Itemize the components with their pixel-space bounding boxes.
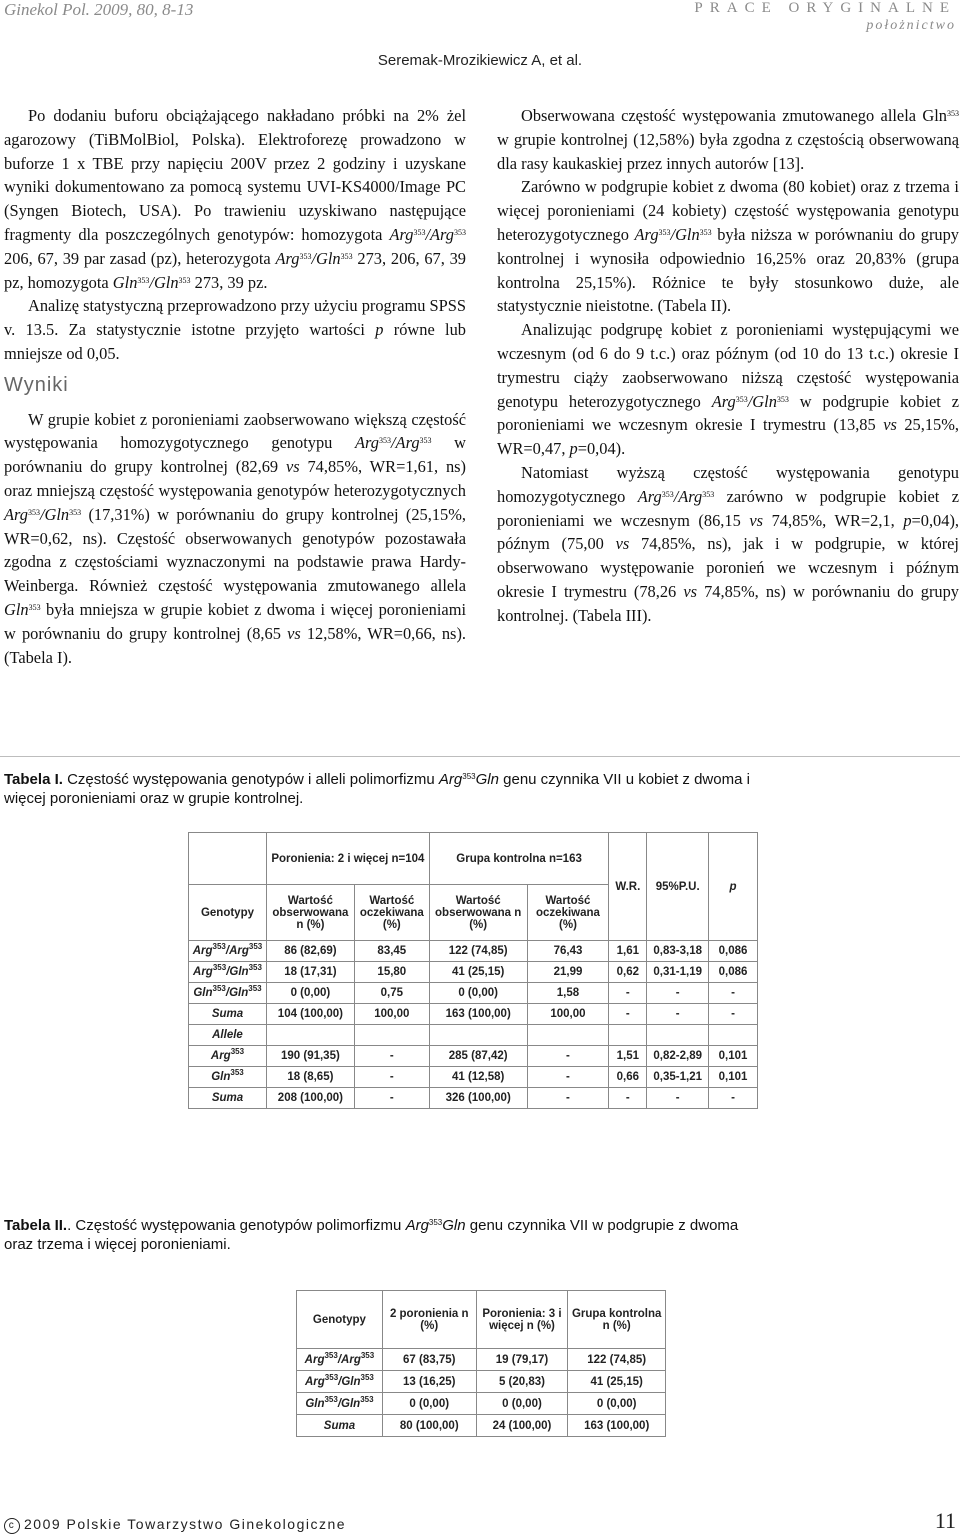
table-cell: 285 (87,42) [429, 1046, 527, 1067]
table-cell: 0 (0,00) [266, 983, 354, 1004]
table-cell: 122 (74,85) [568, 1349, 666, 1371]
table-cell: 0,35-1,21 [647, 1067, 709, 1088]
table-cell: 80 (100,00) [382, 1415, 476, 1437]
table-cell: 1,51 [609, 1046, 647, 1067]
genotype-cell: Suma [189, 1004, 267, 1025]
genotype-cell: Suma [189, 1088, 267, 1109]
table-cell: 0,66 [609, 1067, 647, 1088]
table-cell: 0,31-1,19 [647, 962, 709, 983]
table-cell: 0,101 [709, 1067, 758, 1088]
table2-header-two: 2 poronienia n (%) [382, 1291, 476, 1349]
table-cell: 0,101 [709, 1046, 758, 1067]
table-cell: 86 (82,69) [266, 941, 354, 962]
table-row [297, 1393, 666, 1415]
results-paragraph: W grupie kobiet z poronieniami zaobserwowano większą częstość występowania homozygotycznego genotypu Arg$^{353}$/Arg$^{353}$ w porównaniu do grupy kontrolnej (82,69 vs 74,85%, WR=1,61, ns) oraz mniejszą częstość występowania genotypów heterozygotycznych Arg$^{353}$/Gln$^{353}$ (17,31%) w porównaniu do grupy kontrolnej (25,15%, WR=0,62, ns). Częstość obserwowanych genotypów pozostawała zgodna z częstościami wyznaczonymi na podstawie prawa Hardy-Weinberga. Również częstość występowania zmutowanego allela Gln$^{353}$ była mniejsza w grupie kobiet z dwoma i więcej poronieniami w porównaniu do grupy kontrolnej (8,65 vs 12,58%, WR=0,66, ns). (Tabela I). [4, 409, 466, 667]
table-cell: 100,00 [354, 1004, 429, 1025]
table-cell: 326 (100,00) [429, 1088, 527, 1109]
table-cell: 0 (0,00) [429, 983, 527, 1004]
table-cell [266, 1025, 354, 1046]
table-row [297, 1349, 666, 1371]
table-cell: 208 (100,00) [266, 1088, 354, 1109]
table-cell [527, 1025, 609, 1046]
table1-header-group1: Poronienia: 2 i więcej n=104 [266, 833, 429, 885]
table-cell: 0 (0,00) [476, 1393, 568, 1415]
table1-header-exp2: Wartość oczekiwana (%) [527, 885, 609, 941]
table-cell: - [354, 1088, 429, 1109]
table-cell: 24 (100,00) [476, 1415, 568, 1437]
genotype-cell: Arg$^{353}$ [189, 1046, 267, 1067]
table-cell: - [354, 1067, 429, 1088]
genotype-cell: Allele [189, 1025, 267, 1046]
genotype-cell: Arg$^{353}$/Arg$^{353}$ [297, 1349, 383, 1371]
table-cell: - [527, 1067, 609, 1088]
table-row [189, 983, 758, 1004]
table2-caption: Tabela II.. Częstość występowania genotypów polimorfizmu Arg$^{353}$Gln genu czynnika VII w podgrupie z dwoma oraz trzema i więcej poronieniami. [4, 1217, 739, 1253]
table-cell: 15,80 [354, 962, 429, 983]
table-row [297, 1371, 666, 1393]
table-cell: 0,086 [709, 962, 758, 983]
genotype-cell: Arg$^{353}$/Gln$^{353}$ [189, 962, 267, 983]
table-cell [709, 1025, 758, 1046]
table-cell: 18 (8,65) [266, 1067, 354, 1088]
table-cell: 83,45 [354, 941, 429, 962]
table-cell: 0,82-2,89 [647, 1046, 709, 1067]
table-cell: - [647, 1004, 709, 1025]
table-cell: 163 (100,00) [568, 1415, 666, 1437]
table-cell: - [354, 1046, 429, 1067]
table-cell: - [527, 1046, 609, 1067]
table2 [296, 1290, 666, 1437]
genotype-cell: Gln$^{353}$ [189, 1067, 267, 1088]
table-cell: 0,62 [609, 962, 647, 983]
genotype-cell: Gln$^{353}$/Gln$^{353}$ [189, 983, 267, 1004]
table-cell: 100,00 [527, 1004, 609, 1025]
right-column [497, 104, 959, 628]
table-cell: 41 (25,15) [568, 1371, 666, 1393]
table1-header-obs1: Wartość obserwowana n (%) [266, 885, 354, 941]
table-row [189, 1046, 758, 1067]
table-row [189, 962, 758, 983]
table1-header-obs2: Wartość obserwowana n (%) [429, 885, 527, 941]
table-cell: 1,58 [527, 983, 609, 1004]
page-number: 11 [934, 1508, 956, 1533]
table-cell: 0,75 [354, 983, 429, 1004]
copyright-icon: c [4, 1518, 20, 1534]
table-cell [429, 1025, 527, 1046]
table-cell: 21,99 [527, 962, 609, 983]
table-cell [354, 1025, 429, 1046]
left-column [4, 104, 466, 669]
table-cell: - [709, 1088, 758, 1109]
table-cell: - [709, 983, 758, 1004]
section-heading-results: Wyniki [4, 373, 69, 396]
table-cell: 5 (20,83) [476, 1371, 568, 1393]
table2-header-control: Grupa kontrolna n (%) [568, 1291, 666, 1349]
subsection-label: położnictwo [866, 18, 956, 33]
table-cell: 18 (17,31) [266, 962, 354, 983]
table-cell: - [609, 1088, 647, 1109]
table-cell: 1,61 [609, 941, 647, 962]
table-row [189, 941, 758, 962]
table-cell: 19 (79,17) [476, 1349, 568, 1371]
table-cell: 0 (0,00) [568, 1393, 666, 1415]
genotype-cell: Gln$^{353}$/Gln$^{353}$ [297, 1393, 383, 1415]
table-cell [647, 1025, 709, 1046]
table2-header-three-plus: Poronienia: 3 i więcej n (%) [476, 1291, 568, 1349]
table-cell: 0,83-3,18 [647, 941, 709, 962]
genotype-cell: Arg$^{353}$/Gln$^{353}$ [297, 1371, 383, 1393]
table1-header-genotypy: Genotypy [189, 885, 267, 941]
table-cell: - [609, 1004, 647, 1025]
methods-paragraph: Po dodaniu buforu obciążającego nakładano próbki na 2% żel agarozowy (TiBMolBiol, Polska). Elektroforezę prowadzono w buforze 1 x TBE przy napięciu 200V przez 2 godziny i uzyskane wyniki dokumentowano za pomocą systemu UVI-KS4000/Image PC (Syngen Biotech, USA). Po trawieniu uzyskiwano następujące fragmenty dla poszczególnych genotypów: homozygota Arg$^{353}$/Arg$^{353}$ 206, 67, 39 par zasad (pz), heterozygota Arg$^{353}$/Gln$^{353}$ 273, 206, 67, 39 pz, homozygota Gln$^{353}$/Gln$^{353}$ 273, 39 pz. [4, 106, 467, 292]
table-cell: - [647, 983, 709, 1004]
copyright-notice: c 2009 Polskie Towarzystwo Ginekologiczne [4, 1516, 346, 1534]
table1-caption: Tabela I. Częstość występowania genotypów i alleli polimorfizmu Arg$^{353}$Gln genu czynnika VII u kobiet z dwoma i więcej poronieniami oraz w grupie kontrolnej. [4, 771, 750, 807]
table-cell: 122 (74,85) [429, 941, 527, 962]
table1-header-wr: W.R. [609, 833, 647, 941]
allele-frequency-paragraph: Obserwowana częstość występowania zmutowanego allela Gln$^{353}$ w grupie kontrolnej (12,58%) była zgodna z częstością obserwowaną dla rasy kaukaskiej przez innych autorów [13]. [497, 106, 959, 173]
running-authors: Seremak-Mrozikiewicz A, et al. [377, 52, 583, 69]
table-cell: - [527, 1088, 609, 1109]
table1-header-ci: 95%P.U. [647, 833, 709, 941]
table-row [297, 1415, 666, 1437]
homozygote-paragraph: Natomiast wyższą częstość występowania genotypu homozygotycznego Arg$^{353}$/Arg$^{353}$ zarówno w podgrupie kobiet z poronieniami we wczesnym (86,15 vs 74,85%, WR=2,1, p=0,04), późnym (75,00 vs 74,85%, ns), jak i w podgrupie, w której obserwowano występowanie poronień we wczesnym i późnym okresie I trymestru (78,26 vs 74,85%, ns) w porównaniu do grupy kontrolnej. (Tabela III). [497, 462, 960, 625]
table-cell: 13 (16,25) [382, 1371, 476, 1393]
table-cell: - [647, 1088, 709, 1109]
table-cell: 163 (100,00) [429, 1004, 527, 1025]
statistics-paragraph: Analizę statystyczną przeprowadzono przy użyciu programu SPSS v. 13.5. Za statystycznie istotne przyjęto wartości p równe lub mniejsze od 0,05. [4, 296, 466, 363]
table1-header-p: p [709, 833, 758, 941]
section-label: PRACE ORYGINALNE [694, 0, 956, 16]
table-row [189, 1004, 758, 1025]
table-cell: 104 (100,00) [266, 1004, 354, 1025]
trimester-paragraph: Analizując podgrupę kobiet z poronieniami występującymi we wczesnym (od 6 do 9 t.c.) oraz późnym (od 10 do 13 t.c.) okresie I trymestru ciąży zaobserwowano niższą częstość występowania genotypu heterozygotycznego Arg$^{353}$/Gln$^{353}$ w podgrupie kobiet z poronieniami we wczesnym okresie I trymestru (13,85 vs 25,15%, WR=0,47, p=0,04). [497, 320, 959, 459]
section-divider [0, 756, 960, 757]
table-cell: 67 (83,75) [382, 1349, 476, 1371]
table1-header-exp1: Wartość oczekiwana (%) [354, 885, 429, 941]
table-row [189, 1088, 758, 1109]
subgroup-paragraph: Zarówno w podgrupie kobiet z dwoma (80 kobiet) oraz z trzema i więcej poronieniami (24 kobiety) częstość występowania genotypu heterozygotycznego Arg$^{353}$/Gln$^{353}$ była niższa w porównaniu do grupy kontrolnej i wynosiła odpowiednio 16,25% oraz 20,83% (grupa kontrolna 25,15%). Różnice te były stosunkowo duże, ale statystycznie nieistotne. (Tabela II). [497, 177, 959, 316]
table2-header-genotypy: Genotypy [297, 1291, 383, 1349]
table-cell: 76,43 [527, 941, 609, 962]
table-cell: 41 (12,58) [429, 1067, 527, 1088]
table1-header-blank [189, 833, 267, 885]
journal-citation: Ginekol Pol. 2009, 80, 8-13 [4, 0, 194, 19]
table-cell: - [609, 983, 647, 1004]
genotype-cell: Suma [297, 1415, 383, 1437]
table-row [189, 1025, 758, 1046]
table-cell [609, 1025, 647, 1046]
table-row [189, 1067, 758, 1088]
table1-header-group2: Grupa kontrolna n=163 [429, 833, 609, 885]
table-cell: 0,086 [709, 941, 758, 962]
table1 [188, 832, 758, 1109]
table-cell: - [709, 1004, 758, 1025]
table-cell: 190 (91,35) [266, 1046, 354, 1067]
genotype-cell: Arg$^{353}$/Arg$^{353}$ [189, 941, 267, 962]
table-cell: 0 (0,00) [382, 1393, 476, 1415]
table-cell: 41 (25,15) [429, 962, 527, 983]
